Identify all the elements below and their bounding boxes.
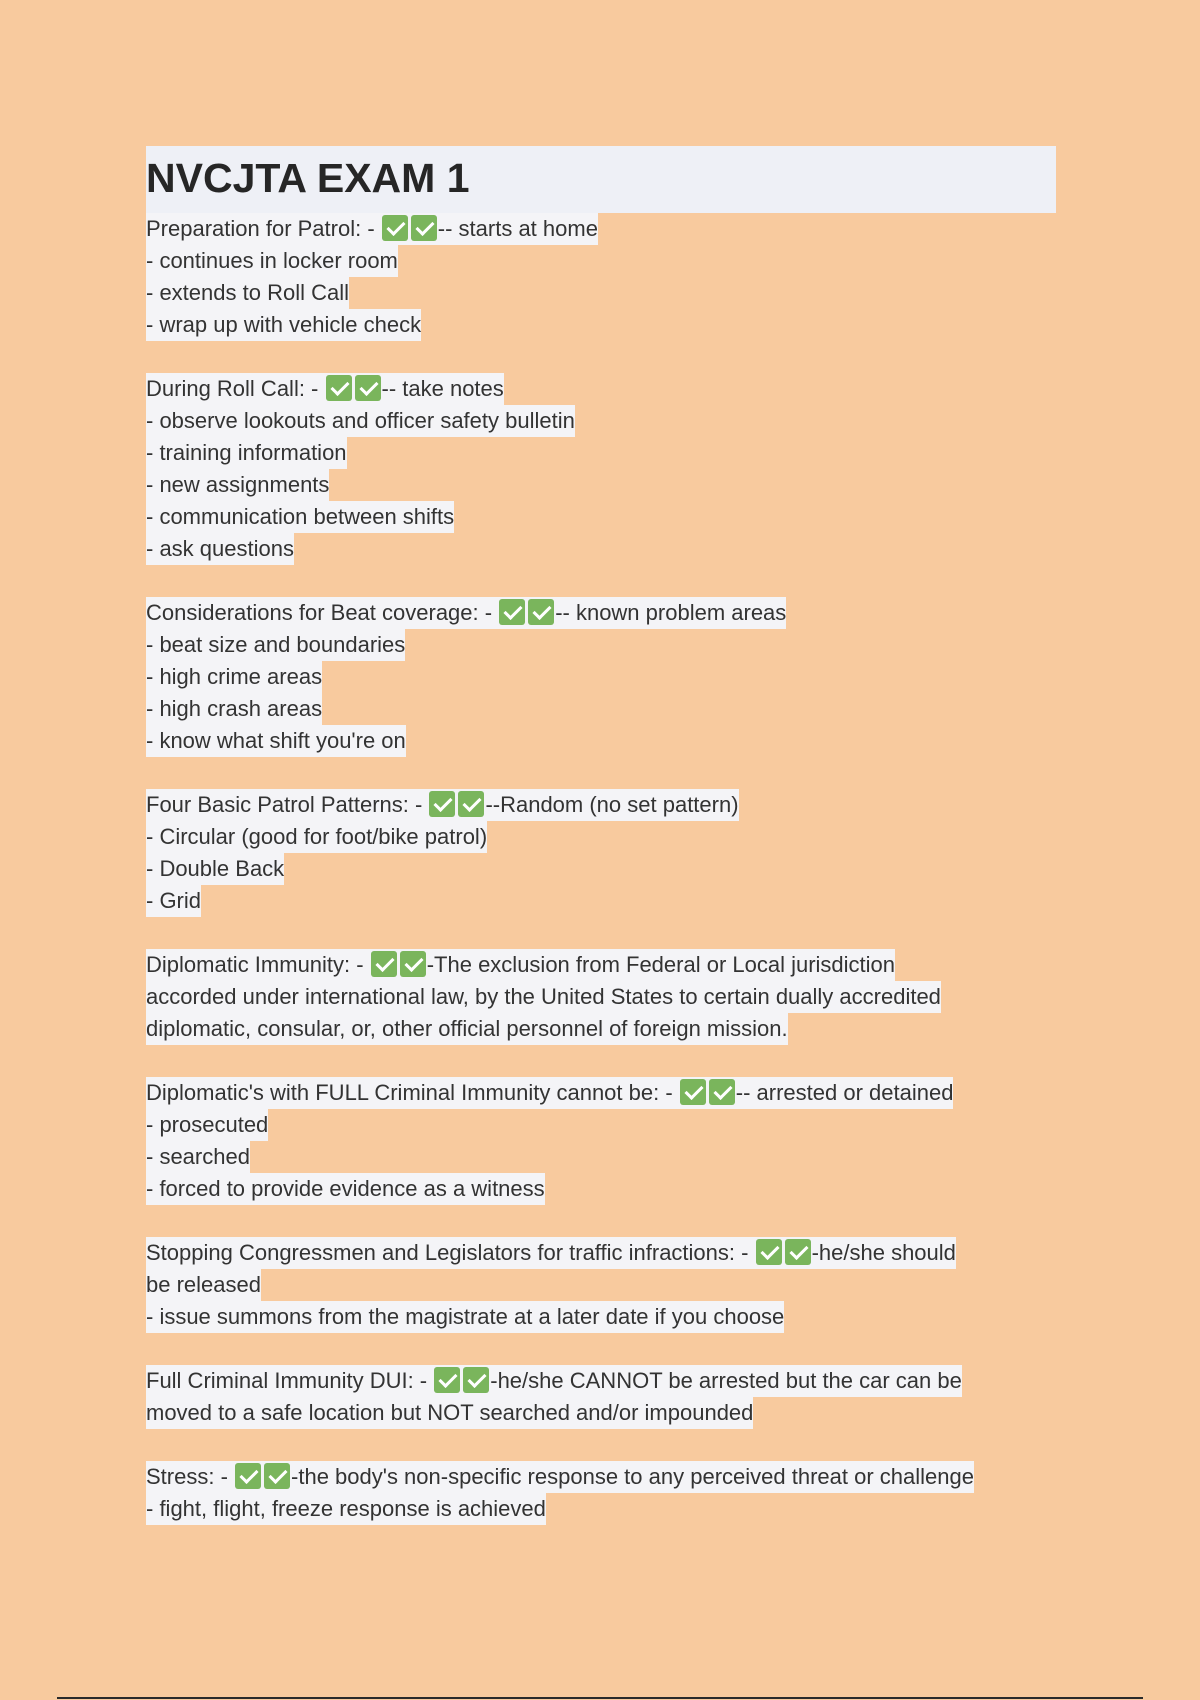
double-check-icon <box>680 1077 735 1109</box>
check-box-icon <box>785 1239 811 1265</box>
answer-text: -the body's non-specific response to any perceived threat or challenge <box>291 1464 974 1489</box>
check-box-icon <box>499 599 525 625</box>
double-check-icon <box>499 597 554 629</box>
double-check-icon <box>326 373 381 405</box>
question-line <box>146 373 504 405</box>
answer-line: diplomatic, consular, or, other official personnel of foreign mission. <box>146 1013 788 1045</box>
qa-section <box>146 1365 1066 1429</box>
question-line <box>146 949 895 981</box>
qa-section <box>146 789 1066 917</box>
answer-line: - high crash areas <box>146 693 322 725</box>
answer-line: - communication between shifts <box>146 501 454 533</box>
double-check-icon <box>429 789 484 821</box>
question-line <box>146 1237 956 1269</box>
check-box-icon <box>429 791 455 817</box>
question-term: Preparation for Patrol: - <box>146 216 381 241</box>
double-check-icon <box>434 1365 489 1397</box>
footer-divider <box>57 1697 1143 1699</box>
question-term: Full Criminal Immunity DUI: - <box>146 1368 434 1393</box>
answer-line: - know what shift you're on <box>146 725 406 757</box>
check-box-icon <box>528 599 554 625</box>
qa-section <box>146 1237 1066 1333</box>
answer-text: -he/she should <box>811 1240 956 1265</box>
check-box-icon <box>264 1463 290 1489</box>
qa-section <box>146 373 1066 565</box>
double-check-icon <box>235 1461 290 1493</box>
check-box-icon <box>400 951 426 977</box>
question-line <box>146 1365 962 1397</box>
answer-line: be released <box>146 1269 261 1301</box>
answer-line: - Circular (good for foot/bike patrol) <box>146 821 487 853</box>
answer-line: - prosecuted <box>146 1109 268 1141</box>
answer-line: - ask questions <box>146 533 294 565</box>
answer-text: -- starts at home <box>437 216 598 241</box>
check-box-icon <box>756 1239 782 1265</box>
answer-line: - forced to provide evidence as a witness <box>146 1173 545 1205</box>
answer-line: - wrap up with vehicle check <box>146 309 421 341</box>
question-line <box>146 213 598 245</box>
answer-text: --Random (no set pattern) <box>485 792 739 817</box>
check-box-icon <box>434 1367 460 1393</box>
document-title: NVCJTA EXAM 1 <box>146 155 470 201</box>
double-check-icon <box>371 949 426 981</box>
question-term: Stress: - <box>146 1464 235 1489</box>
check-box-icon <box>235 1463 261 1489</box>
qa-section <box>146 213 1066 341</box>
answer-text: -he/she CANNOT be arrested but the car can be <box>490 1368 962 1393</box>
double-check-icon <box>756 1237 811 1269</box>
question-line <box>146 789 739 821</box>
answer-text: -- arrested or detained <box>735 1080 954 1105</box>
question-line <box>146 1077 953 1109</box>
qa-section <box>146 1077 1066 1205</box>
question-term: Considerations for Beat coverage: - <box>146 600 499 625</box>
check-box-icon <box>709 1079 735 1105</box>
answer-line: - fight, flight, freeze response is achieved <box>146 1493 546 1525</box>
check-box-icon <box>463 1367 489 1393</box>
question-term: During Roll Call: - <box>146 376 325 401</box>
check-box-icon <box>680 1079 706 1105</box>
check-box-icon <box>326 375 352 401</box>
check-box-icon <box>371 951 397 977</box>
answer-line: - new assignments <box>146 469 329 501</box>
question-term: Diplomatic Immunity: - <box>146 952 370 977</box>
document-content <box>146 213 1066 1557</box>
question-line <box>146 597 786 629</box>
answer-line: - Grid <box>146 885 201 917</box>
answer-line: - extends to Roll Call <box>146 277 349 309</box>
qa-section <box>146 949 1066 1045</box>
answer-text: -- take notes <box>381 376 504 401</box>
check-box-icon <box>355 375 381 401</box>
answer-line: - searched <box>146 1141 250 1173</box>
answer-line: - issue summons from the magistrate at a later date if you choose <box>146 1301 784 1333</box>
answer-line: - observe lookouts and officer safety bulletin <box>146 405 575 437</box>
question-line <box>146 1461 974 1493</box>
question-term: Stopping Congressmen and Legislators for traffic infractions: - <box>146 1240 755 1265</box>
answer-line: - training information <box>146 437 347 469</box>
check-box-icon <box>382 215 408 241</box>
qa-section <box>146 597 1066 757</box>
check-box-icon <box>411 215 437 241</box>
double-check-icon <box>382 213 437 245</box>
qa-section <box>146 1461 1066 1525</box>
check-box-icon <box>458 791 484 817</box>
answer-line: - continues in locker room <box>146 245 398 277</box>
answer-line: moved to a safe location but NOT searched and/or impounded <box>146 1397 753 1429</box>
answer-text: -- known problem areas <box>555 600 787 625</box>
answer-line: accorded under international law, by the United States to certain dually accredited <box>146 981 941 1013</box>
answer-line: - Double Back <box>146 853 284 885</box>
title-bar <box>146 146 1056 213</box>
answer-text: -The exclusion from Federal or Local jurisdiction <box>426 952 896 977</box>
question-term: Four Basic Patrol Patterns: - <box>146 792 429 817</box>
question-term: Diplomatic's with FULL Criminal Immunity cannot be: - <box>146 1080 679 1105</box>
answer-line: - high crime areas <box>146 661 322 693</box>
answer-line: - beat size and boundaries <box>146 629 405 661</box>
